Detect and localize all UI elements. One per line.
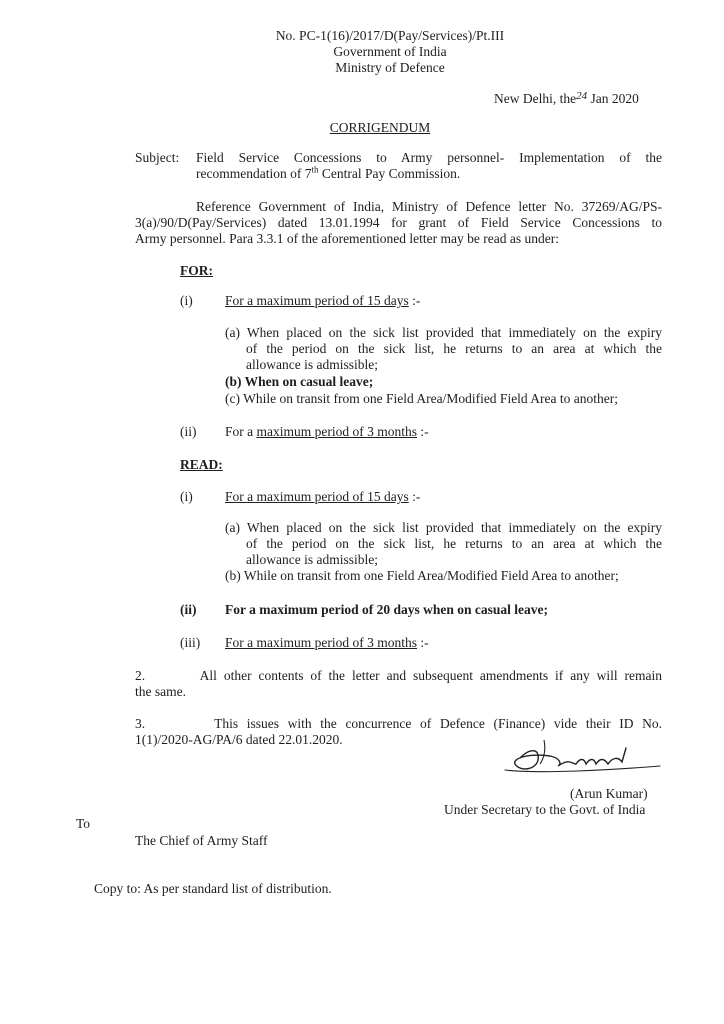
for-item-i xyxy=(225,293,420,309)
para-2-line-1: 2. All other contents of the letter and subsequent amendments if any will remain xyxy=(135,668,662,683)
file-number: No. PC-1(16)/2017/D(Pay/Services)/Pt.III xyxy=(275,28,505,43)
read-item-iii xyxy=(225,635,429,651)
government-line: Government of India xyxy=(333,44,447,59)
reference-line-1: Reference Government of India, Ministry of Defence letter No. 37269/AG/PS- xyxy=(196,199,662,214)
para-3-line-2: 1(1)/2020-AG/PA/6 dated 22.01.2020. xyxy=(135,732,343,747)
signatory-name: (Arun Kumar) xyxy=(570,786,648,801)
subject-superscript: th xyxy=(311,164,319,175)
subject-line-2-end: Central Pay Commission. xyxy=(318,166,461,181)
place-date-suffix: Jan 2020 xyxy=(590,91,639,106)
read-item-a-line-2: of the period on the sick list, he returns to an area at which the xyxy=(246,536,662,551)
reference-line-2: 3(a)/90/D(Pay/Services) dated 13.01.1994 for grant of Field Service Concessions to xyxy=(135,215,662,230)
for-item-c: (c) While on transit from one Field Area/Modified Field Area to another; xyxy=(225,391,619,406)
read-item-iii-number: (iii) xyxy=(180,635,201,650)
place-date xyxy=(494,91,639,108)
signatory-designation: Under Secretary to the Govt. of India xyxy=(444,802,646,817)
for-item-b: (b) When on casual leave; xyxy=(225,374,374,389)
for-item-i-tail: :- xyxy=(408,293,421,308)
handwritten-signature xyxy=(500,728,670,778)
copy-to: Copy to: As per standard list of distribution. xyxy=(94,881,332,896)
document-title: CORRIGENDUM xyxy=(329,120,431,135)
read-item-a-line-3: allowance is admissible; xyxy=(246,552,378,567)
place-date-prefix: New Delhi, the xyxy=(494,91,577,106)
read-item-iii-tail: :- xyxy=(416,635,429,650)
reference-line-3: Army personnel. Para 3.3.1 of the aforementioned letter may be read as under: xyxy=(135,231,559,246)
for-item-a-line-1: (a) When placed on the sick list provided that immediately on the expiry xyxy=(225,325,662,340)
ministry-line: Ministry of Defence xyxy=(335,60,445,75)
para-2-line-2: the same. xyxy=(135,684,186,699)
read-item-ii: For a maximum period of 20 days when on casual leave; xyxy=(225,602,548,617)
for-heading: FOR: xyxy=(180,263,213,278)
for-item-i-number: (i) xyxy=(180,293,193,308)
for-item-ii xyxy=(225,424,429,440)
subject-line-1: Field Service Concessions to Army personnel- Implementation of the xyxy=(196,150,662,165)
read-heading: READ: xyxy=(180,457,223,472)
para-3-line-1: 3. This issues with the concurrence of Defence (Finance) vide their ID No. xyxy=(135,716,662,731)
handwritten-day: 24 xyxy=(576,90,588,102)
addressee: The Chief of Army Staff xyxy=(135,833,268,848)
read-item-i-text: For a maximum period of 15 days xyxy=(225,489,409,504)
subject-line-2-start: recommendation of 7 xyxy=(196,166,312,181)
read-item-i-tail: :- xyxy=(408,489,421,504)
for-item-ii-tail: :- xyxy=(416,424,429,439)
for-item-a-line-2: of the period on the sick list, he returns to an area at which the xyxy=(246,341,662,356)
read-item-i xyxy=(225,489,420,505)
subject-label: Subject: xyxy=(135,150,180,165)
read-item-ii-number: (ii) xyxy=(180,602,197,617)
for-item-ii-text: maximum period of 3 months xyxy=(256,424,417,439)
for-item-ii-number: (ii) xyxy=(180,424,197,439)
for-item-a-line-3: allowance is admissible; xyxy=(246,357,378,372)
read-item-i-number: (i) xyxy=(180,489,193,504)
for-item-i-text: For a maximum period of 15 days xyxy=(225,293,409,308)
subject-line-2 xyxy=(196,166,460,182)
to-label: To xyxy=(76,816,91,831)
read-item-b: (b) While on transit from one Field Area/Modified Field Area to another; xyxy=(225,568,619,583)
read-item-iii-text: For a maximum period of 3 months xyxy=(225,635,417,650)
for-item-ii-prefix: For a xyxy=(225,424,257,439)
read-item-a-line-1: (a) When placed on the sick list provided that immediately on the expiry xyxy=(225,520,662,535)
